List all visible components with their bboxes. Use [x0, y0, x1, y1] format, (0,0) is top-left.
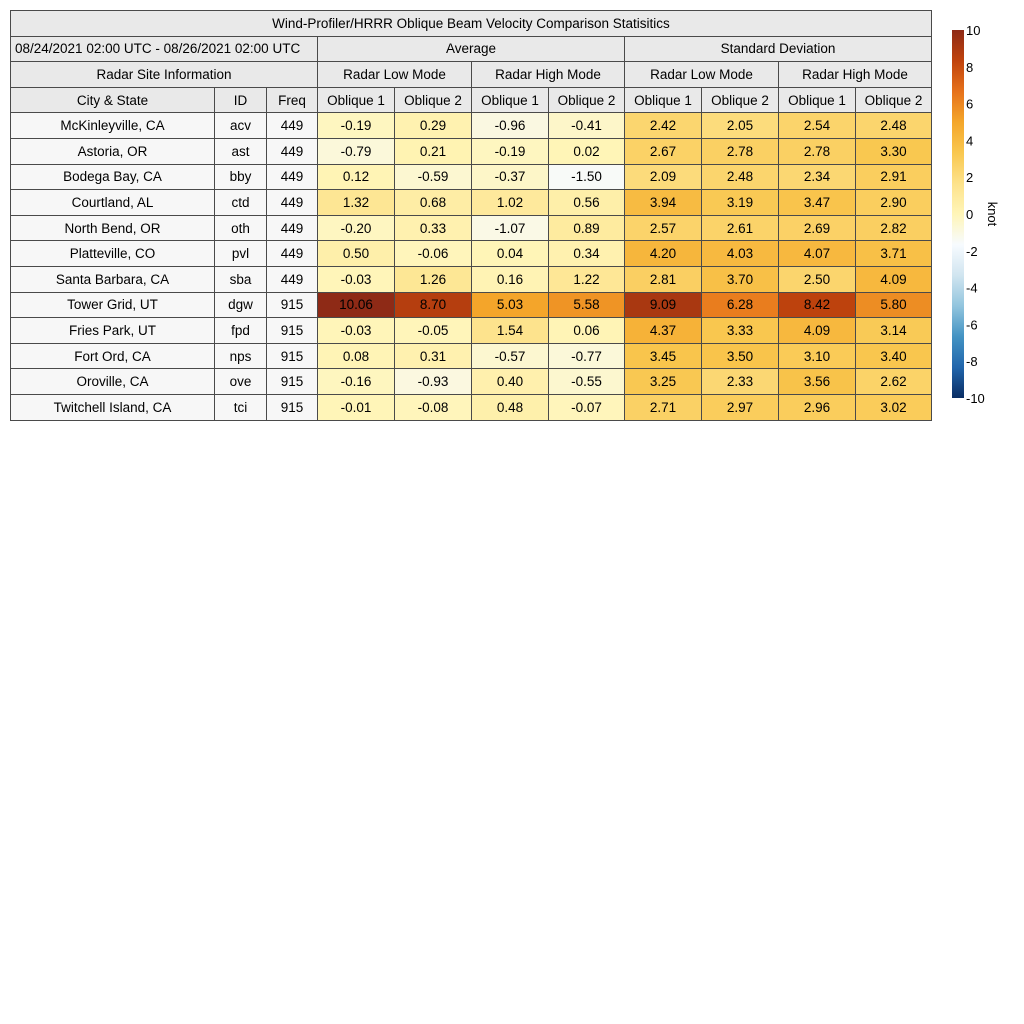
avg-low-oblique2-cell: 0.31 [395, 343, 472, 369]
std-high-oblique1-cell: 8.42 [779, 292, 856, 318]
avg-high-oblique2-cell: 0.34 [549, 241, 625, 267]
avg-high-oblique1-cell: 0.04 [472, 241, 549, 267]
city-cell: Astoria, OR [11, 138, 215, 164]
std-high-oblique1-cell: 2.34 [779, 164, 856, 190]
table-row [11, 113, 932, 139]
std-low-oblique1-cell: 2.42 [625, 113, 702, 139]
avg-low-oblique2-header: Oblique 2 [395, 87, 472, 113]
table-body [11, 113, 932, 420]
std-low-oblique1-cell: 2.71 [625, 394, 702, 420]
table-row [11, 190, 932, 216]
colorbar-label: knot [985, 201, 1000, 227]
colorbar-tick-label: 4 [966, 133, 974, 149]
std-low-oblique1-header: Oblique 1 [625, 87, 702, 113]
colorbar-tick-label: 10 [966, 23, 981, 38]
avg-low-oblique1-cell: -0.19 [318, 113, 395, 139]
avg-high-oblique2-cell: 5.58 [549, 292, 625, 318]
avg-low-oblique2-cell: 0.21 [395, 138, 472, 164]
avg-high-oblique2-cell: 1.22 [549, 266, 625, 292]
std-high-oblique1-cell: 2.54 [779, 113, 856, 139]
std-high-oblique2-cell: 4.09 [856, 266, 932, 292]
avg-high-oblique2-header: Oblique 2 [549, 87, 625, 113]
std-high-oblique2-cell: 3.40 [856, 343, 932, 369]
std-low-oblique2-cell: 4.03 [702, 241, 779, 267]
table-title: Wind-Profiler/HRRR Oblique Beam Velocity Comparison Statisitics [11, 11, 932, 37]
std-high-mode-header: Radar High Mode [779, 62, 932, 88]
std-high-oblique2-cell: 2.48 [856, 113, 932, 139]
city-cell: Bodega Bay, CA [11, 164, 215, 190]
avg-high-oblique2-cell: -0.77 [549, 343, 625, 369]
id-cell: oth [215, 215, 267, 241]
std-high-oblique1-cell: 2.96 [779, 394, 856, 420]
avg-low-oblique1-cell: 0.12 [318, 164, 395, 190]
table-row [11, 241, 932, 267]
table-row [11, 318, 932, 344]
std-low-oblique2-cell: 3.50 [702, 343, 779, 369]
city-cell: Fries Park, UT [11, 318, 215, 344]
std-high-oblique1-cell: 4.07 [779, 241, 856, 267]
avg-low-oblique1-cell: 1.32 [318, 190, 395, 216]
avg-low-oblique2-cell: -0.05 [395, 318, 472, 344]
std-low-oblique2-cell: 2.78 [702, 138, 779, 164]
freq-cell: 915 [267, 343, 318, 369]
std-low-oblique1-cell: 3.25 [625, 369, 702, 395]
average-header: Average [318, 36, 625, 62]
avg-high-oblique2-cell: -0.41 [549, 113, 625, 139]
avg-low-mode-header: Radar Low Mode [318, 62, 472, 88]
avg-low-oblique1-cell: -0.16 [318, 369, 395, 395]
std-high-oblique1-cell: 3.10 [779, 343, 856, 369]
freq-cell: 915 [267, 369, 318, 395]
table-row [11, 215, 932, 241]
std-low-mode-header: Radar Low Mode [625, 62, 779, 88]
freq-cell: 449 [267, 138, 318, 164]
std-high-oblique1-header: Oblique 1 [779, 87, 856, 113]
city-cell: Oroville, CA [11, 369, 215, 395]
freq-header: Freq [267, 87, 318, 113]
std-high-oblique1-cell: 3.56 [779, 369, 856, 395]
avg-low-oblique2-cell: 0.68 [395, 190, 472, 216]
std-low-oblique1-cell: 2.67 [625, 138, 702, 164]
city-cell: Fort Ord, CA [11, 343, 215, 369]
id-header: ID [215, 87, 267, 113]
city-cell: Twitchell Island, CA [11, 394, 215, 420]
avg-high-oblique1-cell: -0.19 [472, 138, 549, 164]
std-high-oblique1-cell: 3.47 [779, 190, 856, 216]
std-low-oblique2-cell: 2.61 [702, 215, 779, 241]
avg-high-oblique2-cell: -1.50 [549, 164, 625, 190]
avg-low-oblique2-cell: 0.33 [395, 215, 472, 241]
colorbar-tick-label: 6 [966, 96, 974, 112]
avg-low-oblique1-cell: -0.03 [318, 318, 395, 344]
std-low-oblique2-cell: 3.33 [702, 318, 779, 344]
avg-high-oblique1-cell: 0.16 [472, 266, 549, 292]
avg-high-oblique1-cell: 1.02 [472, 190, 549, 216]
avg-low-oblique1-cell: 0.50 [318, 241, 395, 267]
avg-low-oblique1-cell: -0.01 [318, 394, 395, 420]
std-low-oblique2-cell: 2.48 [702, 164, 779, 190]
avg-low-oblique2-cell: 8.70 [395, 292, 472, 318]
std-high-oblique2-cell: 2.90 [856, 190, 932, 216]
avg-high-oblique1-cell: 5.03 [472, 292, 549, 318]
avg-low-oblique1-header: Oblique 1 [318, 87, 395, 113]
avg-low-oblique1-cell: -0.20 [318, 215, 395, 241]
std-high-oblique1-cell: 2.78 [779, 138, 856, 164]
freq-cell: 449 [267, 266, 318, 292]
std-low-oblique2-cell: 2.97 [702, 394, 779, 420]
table-row [11, 369, 932, 395]
avg-low-oblique1-cell: 10.06 [318, 292, 395, 318]
std-low-oblique1-cell: 3.94 [625, 190, 702, 216]
table-row [11, 343, 932, 369]
id-cell: tci [215, 394, 267, 420]
freq-cell: 915 [267, 394, 318, 420]
table-row [11, 138, 932, 164]
avg-low-oblique1-cell: -0.79 [318, 138, 395, 164]
freq-cell: 915 [267, 292, 318, 318]
city-cell: Santa Barbara, CA [11, 266, 215, 292]
avg-high-oblique1-cell: 0.40 [472, 369, 549, 395]
avg-low-oblique2-cell: 0.29 [395, 113, 472, 139]
colorbar-tick-label: 2 [966, 170, 974, 186]
id-cell: fpd [215, 318, 267, 344]
std-high-oblique1-cell: 2.69 [779, 215, 856, 241]
id-cell: pvl [215, 241, 267, 267]
avg-low-oblique2-cell: 1.26 [395, 266, 472, 292]
std-header: Standard Deviation [625, 36, 932, 62]
freq-cell: 449 [267, 190, 318, 216]
std-low-oblique2-cell: 3.19 [702, 190, 779, 216]
avg-high-oblique1-cell: -0.37 [472, 164, 549, 190]
std-low-oblique2-cell: 3.70 [702, 266, 779, 292]
std-low-oblique1-cell: 9.09 [625, 292, 702, 318]
colorbar-scale [952, 30, 964, 398]
avg-low-oblique2-cell: -0.06 [395, 241, 472, 267]
period-label: 08/24/2021 02:00 UTC - 08/26/2021 02:00 UTC [11, 36, 318, 62]
city-cell: Platteville, CO [11, 241, 215, 267]
avg-high-oblique2-cell: 0.06 [549, 318, 625, 344]
colorbar-tick-label: -10 [966, 391, 985, 406]
std-high-oblique2-cell: 3.71 [856, 241, 932, 267]
std-high-oblique2-cell: 2.91 [856, 164, 932, 190]
std-high-oblique2-cell: 3.02 [856, 394, 932, 420]
id-cell: ast [215, 138, 267, 164]
id-cell: dgw [215, 292, 267, 318]
avg-high-mode-header: Radar High Mode [472, 62, 625, 88]
id-cell: nps [215, 343, 267, 369]
site-info-header: Radar Site Information [11, 62, 318, 88]
avg-high-oblique1-cell: 0.48 [472, 394, 549, 420]
city-cell: Tower Grid, UT [11, 292, 215, 318]
table-row [11, 394, 932, 420]
avg-high-oblique2-cell: -0.55 [549, 369, 625, 395]
table-row [11, 266, 932, 292]
city-cell: Courtland, AL [11, 190, 215, 216]
id-cell: acv [215, 113, 267, 139]
freq-cell: 449 [267, 215, 318, 241]
avg-low-oblique1-cell: -0.03 [318, 266, 395, 292]
colorbar-tick-label: -8 [966, 354, 978, 370]
colorbar-tick-label: 8 [966, 59, 974, 75]
avg-low-oblique1-cell: 0.08 [318, 343, 395, 369]
freq-cell: 449 [267, 113, 318, 139]
id-cell: sba [215, 266, 267, 292]
colorbar-tick-label: 0 [966, 207, 974, 222]
colorbar-tick-label: -2 [966, 243, 978, 259]
std-low-oblique2-cell: 2.33 [702, 369, 779, 395]
std-high-oblique2-cell: 3.30 [856, 138, 932, 164]
std-high-oblique2-header: Oblique 2 [856, 87, 932, 113]
colorbar-tick-label: -6 [966, 317, 978, 333]
avg-high-oblique1-cell: -0.96 [472, 113, 549, 139]
id-cell: bby [215, 164, 267, 190]
city-cell: McKinleyville, CA [11, 113, 215, 139]
city-cell: North Bend, OR [11, 215, 215, 241]
avg-high-oblique1-cell: -1.07 [472, 215, 549, 241]
city-header: City & State [11, 87, 215, 113]
freq-cell: 449 [267, 241, 318, 267]
std-high-oblique1-cell: 2.50 [779, 266, 856, 292]
table-row [11, 164, 932, 190]
table-row [11, 292, 932, 318]
std-high-oblique2-cell: 3.14 [856, 318, 932, 344]
avg-high-oblique2-cell: -0.07 [549, 394, 625, 420]
avg-high-oblique2-cell: 0.02 [549, 138, 625, 164]
std-low-oblique1-cell: 3.45 [625, 343, 702, 369]
avg-high-oblique1-header: Oblique 1 [472, 87, 549, 113]
std-low-oblique1-cell: 2.57 [625, 215, 702, 241]
statistics-table [10, 10, 932, 421]
std-high-oblique2-cell: 5.80 [856, 292, 932, 318]
std-high-oblique1-cell: 4.09 [779, 318, 856, 344]
avg-low-oblique2-cell: -0.93 [395, 369, 472, 395]
std-low-oblique1-cell: 2.09 [625, 164, 702, 190]
avg-low-oblique2-cell: -0.08 [395, 394, 472, 420]
colorbar-tick-label: -4 [966, 280, 978, 296]
freq-cell: 915 [267, 318, 318, 344]
std-low-oblique2-cell: 6.28 [702, 292, 779, 318]
std-low-oblique2-header: Oblique 2 [702, 87, 779, 113]
avg-high-oblique1-cell: 1.54 [472, 318, 549, 344]
id-cell: ctd [215, 190, 267, 216]
avg-high-oblique2-cell: 0.56 [549, 190, 625, 216]
std-low-oblique1-cell: 4.20 [625, 241, 702, 267]
std-low-oblique1-cell: 2.81 [625, 266, 702, 292]
std-high-oblique2-cell: 2.82 [856, 215, 932, 241]
freq-cell: 449 [267, 164, 318, 190]
std-low-oblique2-cell: 2.05 [702, 113, 779, 139]
colorbar [940, 20, 1010, 410]
avg-high-oblique2-cell: 0.89 [549, 215, 625, 241]
std-high-oblique2-cell: 2.62 [856, 369, 932, 395]
id-cell: ove [215, 369, 267, 395]
avg-low-oblique2-cell: -0.59 [395, 164, 472, 190]
avg-high-oblique1-cell: -0.57 [472, 343, 549, 369]
std-low-oblique1-cell: 4.37 [625, 318, 702, 344]
